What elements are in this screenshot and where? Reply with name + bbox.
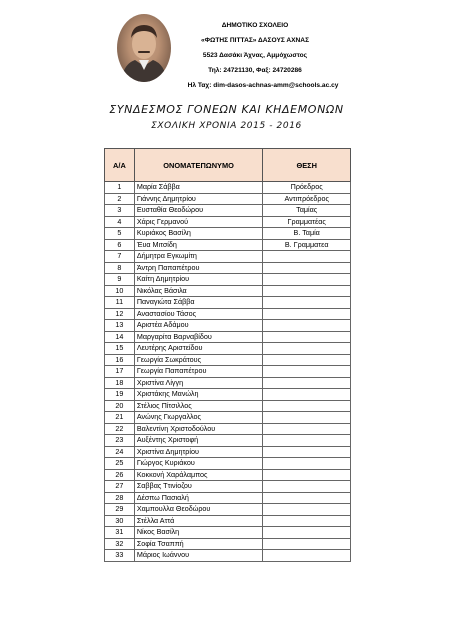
- member-name: Βαλεντίνη Χριστοδούλου: [134, 423, 263, 435]
- table-row: [105, 251, 351, 263]
- member-role: [263, 504, 351, 516]
- member-name: Σοφία Τσαππή: [134, 538, 263, 550]
- member-role: [263, 343, 351, 355]
- member-name: Δέσπω Πασιαλή: [134, 492, 263, 504]
- row-number: 28: [105, 492, 135, 504]
- member-name: Αριστέα Αδάμου: [134, 320, 263, 332]
- row-number: 31: [105, 527, 135, 539]
- member-name: Ανώνης Γιωργαλλος: [134, 412, 263, 424]
- table-row: [105, 469, 351, 481]
- table-row: [105, 515, 351, 527]
- member-role: [263, 251, 351, 263]
- member-name: Μαργαρίτα Βαρναβίδου: [134, 331, 263, 343]
- members-table: [104, 148, 351, 562]
- table-row: [105, 331, 351, 343]
- row-number: 14: [105, 331, 135, 343]
- member-name: Μαρία Σάββα: [134, 182, 263, 194]
- member-name: Έυα Μιτσίδη: [134, 239, 263, 251]
- member-role: [263, 435, 351, 447]
- row-number: 24: [105, 446, 135, 458]
- row-number: 11: [105, 297, 135, 309]
- member-role: [263, 285, 351, 297]
- member-role: [263, 308, 351, 320]
- row-number: 20: [105, 400, 135, 412]
- member-name: Σαββας Ττινίοζου: [134, 481, 263, 493]
- member-role: Β. Ταμία: [263, 228, 351, 240]
- row-number: 16: [105, 354, 135, 366]
- member-role: [263, 400, 351, 412]
- member-name: Αναστασίου Τάσος: [134, 308, 263, 320]
- member-name: Λευτέρης Αριστείδου: [134, 343, 263, 355]
- member-role: Πρόεδρος: [263, 182, 351, 194]
- member-role: [263, 377, 351, 389]
- row-number: 18: [105, 377, 135, 389]
- row-number: 23: [105, 435, 135, 447]
- table-row: [105, 423, 351, 435]
- row-number: 7: [105, 251, 135, 263]
- table-row: [105, 343, 351, 355]
- row-number: 30: [105, 515, 135, 527]
- member-name: Γεωργία Παπαπέτρου: [134, 366, 263, 378]
- row-number: 2: [105, 193, 135, 205]
- member-role: Β. Γραμματεα: [263, 239, 351, 251]
- table-row: [105, 239, 351, 251]
- member-name: Στέλιος Πίτσιλλος: [134, 400, 263, 412]
- document-subtitle: ΣΧΟΛΙΚΗ ΧΡΟΝΙΑ 2015 - 2016: [151, 121, 302, 131]
- table-row: [105, 193, 351, 205]
- table-row: [105, 262, 351, 274]
- school-address: 5523 Δασάκι Άχνας, Αμμόχωστος: [202, 52, 308, 59]
- row-number: 19: [105, 389, 135, 401]
- member-role: [263, 274, 351, 286]
- member-name: Χαμπουλλα Θεοδώρου: [134, 504, 263, 516]
- member-role: Αντιπρόεδρος: [263, 193, 351, 205]
- table-row: [105, 538, 351, 550]
- table-row: [105, 400, 351, 412]
- member-name: Νίκος Βασίλη: [134, 527, 263, 539]
- row-number: 9: [105, 274, 135, 286]
- row-number: 21: [105, 412, 135, 424]
- col-header-number: Α/Α: [105, 149, 135, 182]
- table-row: [105, 377, 351, 389]
- school-name: ΔΗΜΟΤΙΚΟ ΣΧΟΛΕΙΟ: [221, 22, 289, 29]
- member-name: Χάρις Γερμανού: [134, 216, 263, 228]
- table-header-row: [105, 149, 351, 182]
- member-role: [263, 458, 351, 470]
- table-row: [105, 308, 351, 320]
- member-name: Κοκκονή Χαράλαμπος: [134, 469, 263, 481]
- member-name: Χριστάκης Μανώλη: [134, 389, 263, 401]
- document-title: ΣΥΝΔΕΣΜΟΣ ΓΟΝΕΩΝ ΚΑΙ ΚΗΔΕΜΟΝΩΝ: [109, 103, 344, 116]
- row-number: 8: [105, 262, 135, 274]
- row-number: 26: [105, 469, 135, 481]
- row-number: 1: [105, 182, 135, 194]
- row-number: 32: [105, 538, 135, 550]
- member-role: [263, 331, 351, 343]
- col-header-role: ΘΕΣΗ: [263, 149, 351, 182]
- member-role: [263, 412, 351, 424]
- member-role: [263, 515, 351, 527]
- table-row: [105, 481, 351, 493]
- member-name: Δήμητρα Εγκωμίτη: [134, 251, 263, 263]
- member-role: [263, 527, 351, 539]
- row-number: 10: [105, 285, 135, 297]
- member-role: [263, 469, 351, 481]
- table-row: [105, 412, 351, 424]
- member-name: Νικόλας Βάσιλα: [134, 285, 263, 297]
- table-row: [105, 550, 351, 562]
- table-row: [105, 366, 351, 378]
- table-row: [105, 297, 351, 309]
- table-row: [105, 389, 351, 401]
- member-role: [263, 492, 351, 504]
- row-number: 6: [105, 239, 135, 251]
- member-role: [263, 550, 351, 562]
- school-phone: Τηλ: 24721130, Φαξ: 24720286: [208, 67, 302, 74]
- member-role: [263, 354, 351, 366]
- row-number: 15: [105, 343, 135, 355]
- member-role: [263, 297, 351, 309]
- member-role: Ταμίας: [263, 205, 351, 217]
- member-role: [263, 320, 351, 332]
- row-number: 17: [105, 366, 135, 378]
- row-number: 3: [105, 205, 135, 217]
- row-number: 25: [105, 458, 135, 470]
- member-name: Χριστίνα Δημητρίου: [134, 446, 263, 458]
- table-row: [105, 320, 351, 332]
- row-number: 27: [105, 481, 135, 493]
- school-letterhead: [160, 18, 350, 93]
- table-row: [105, 435, 351, 447]
- member-name: Κυριάκος Βασίλη: [134, 228, 263, 240]
- table-row: [105, 492, 351, 504]
- member-name: Αυξέντης Χριστοφή: [134, 435, 263, 447]
- member-name: Γιάννης Δημητρίου: [134, 193, 263, 205]
- table-row: [105, 354, 351, 366]
- member-role: [263, 423, 351, 435]
- table-row: [105, 504, 351, 516]
- table-row: [105, 285, 351, 297]
- member-role: Γραμματέας: [263, 216, 351, 228]
- table-row: [105, 446, 351, 458]
- row-number: 22: [105, 423, 135, 435]
- table-row: [105, 205, 351, 217]
- row-number: 29: [105, 504, 135, 516]
- member-name: Παναγιώτα Σάββα: [134, 297, 263, 309]
- table-row: [105, 216, 351, 228]
- school-memorial-name: «ΦΩΤΗΣ ΠΙΤΤΑΣ» ΔΑΣΟΥΣ ΑΧΝΑΣ: [200, 37, 310, 44]
- member-role: [263, 538, 351, 550]
- row-number: 33: [105, 550, 135, 562]
- row-number: 5: [105, 228, 135, 240]
- school-email: Ηλ Ταχ: dim-dasos-achnas-amm@schools.ac.cy: [187, 82, 339, 89]
- table-row: [105, 182, 351, 194]
- table-row: [105, 527, 351, 539]
- row-number: 12: [105, 308, 135, 320]
- member-role: [263, 481, 351, 493]
- member-name: Στέλλα Αττά: [134, 515, 263, 527]
- member-name: Καίτη Δημητρίου: [134, 274, 263, 286]
- member-name: Ευσταθία Θεοδώρου: [134, 205, 263, 217]
- table-row: [105, 228, 351, 240]
- member-role: [263, 389, 351, 401]
- member-role: [263, 262, 351, 274]
- row-number: 13: [105, 320, 135, 332]
- col-header-name: ΟΝΟΜΑΤΕΠΩΝΥΜΟ: [134, 149, 263, 182]
- member-name: Γεωργία Σωκράτους: [134, 354, 263, 366]
- row-number: 4: [105, 216, 135, 228]
- member-role: [263, 446, 351, 458]
- table-row: [105, 458, 351, 470]
- member-role: [263, 366, 351, 378]
- table-row: [105, 274, 351, 286]
- member-name: Χριστίνα Λίγγη: [134, 377, 263, 389]
- member-name: Μάριος Ιωάννου: [134, 550, 263, 562]
- member-name: Γιώργος Κυριάκου: [134, 458, 263, 470]
- member-name: Άντρη Παπαπέτρου: [134, 262, 263, 274]
